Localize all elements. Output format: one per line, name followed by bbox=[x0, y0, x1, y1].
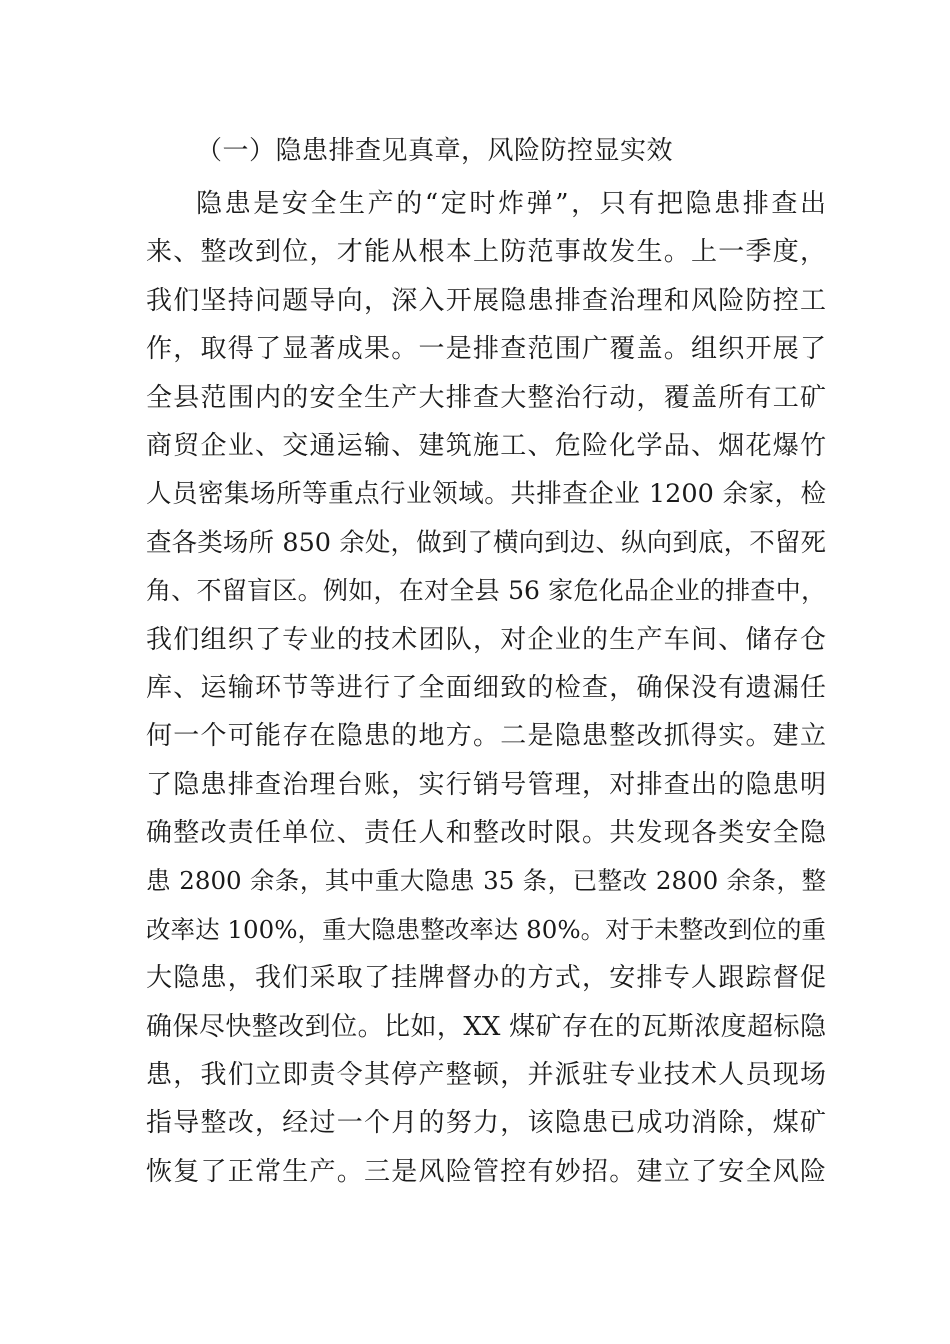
text-line: 全县范围内的安全生产大排查大整治行动，覆盖所有工矿 bbox=[146, 382, 826, 413]
text-line: 确整改责任单位、责任人和整改时限。共发现各类安全隐 bbox=[146, 818, 826, 849]
text-line: 恢复了正常生产。三是风险管控有妙招。建立了安全风险 bbox=[146, 1156, 826, 1187]
text-line: 了隐患排查治理台账，实行销号管理，对排查出的隐患明 bbox=[146, 769, 826, 800]
text-line: 我们坚持问题导向，深入开展隐患排查治理和风险防控工 bbox=[146, 285, 826, 316]
text-line: 确保尽快整改到位。比如，XX 煤矿存在的瓦斯浓度超标隐 bbox=[146, 1011, 826, 1042]
body-paragraph bbox=[146, 180, 826, 1196]
text-line: 库、运输环节等进行了全面细致的检查，确保没有遗漏任 bbox=[146, 672, 826, 703]
text-line: 角、不留盲区。例如，在对全县 56 家危化品企业的排查中， bbox=[146, 576, 826, 606]
text-line: 查各类场所 850 余处，做到了横向到边、纵向到底，不留死 bbox=[146, 527, 826, 558]
text-line: 何一个可能存在隐患的地方。二是隐患整改抓得实。建立 bbox=[146, 721, 826, 752]
text-line: 商贸企业、交通运输、建筑施工、危险化学品、烟花爆竹 bbox=[146, 430, 826, 461]
text-line: 隐患是安全生产的“定时炸弹”，只有把隐患排查出 bbox=[196, 189, 826, 219]
text-line: 人员密集场所等重点行业领域。共排查企业 1200 余家，检 bbox=[146, 479, 826, 510]
text-line: 改率达 100%，重大隐患整改率达 80%。对于未整改到位的重 bbox=[146, 914, 826, 944]
text-line: 大隐患，我们采取了挂牌督办的方式，安排专人跟踪督促 bbox=[146, 963, 826, 994]
text-line: 作，取得了显著成果。一是排查范围广覆盖。组织开展了 bbox=[146, 334, 826, 365]
text-line: 我们组织了专业的技术团队，对企业的生产车间、储存仓 bbox=[146, 624, 826, 655]
text-line: 患，我们立即责令其停产整顿，并派驻专业技术人员现场 bbox=[146, 1060, 826, 1091]
text-line: 来、整改到位，才能从根本上防范事故发生。上一季度， bbox=[146, 237, 826, 268]
section-heading: （一）隐患排查见真章，风险防控显实效 bbox=[196, 136, 674, 166]
text-line: 患 2800 余条，其中重大隐患 35 条，已整改 2800 余条，整 bbox=[146, 866, 826, 896]
text-line: 指导整改，经过一个月的努力，该隐患已成功消除，煤矿 bbox=[146, 1108, 826, 1139]
